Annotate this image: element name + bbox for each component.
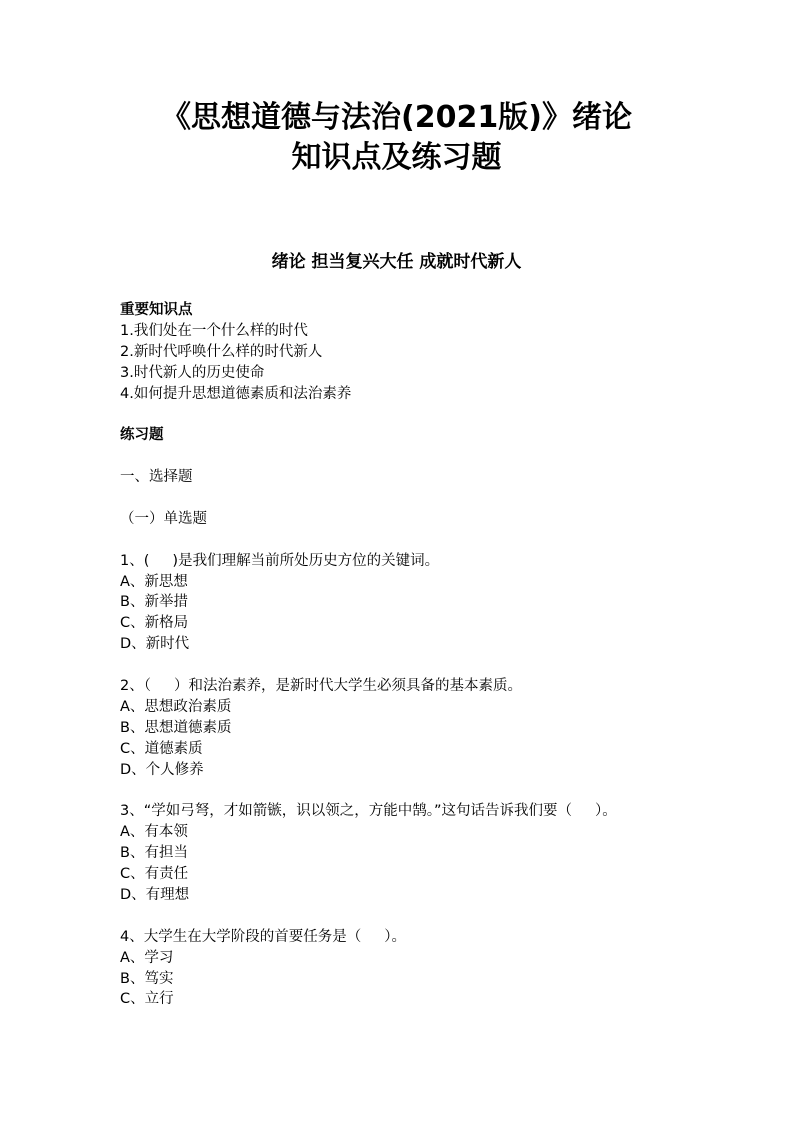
question-text: 3、“学如弓弩，才如箭镞，识以领之，方能中鹄。”这句话告诉我们要（ ）。 <box>120 803 617 820</box>
answer-option: C、立行 <box>120 991 174 1008</box>
answer-option: C、有责任 <box>120 866 189 883</box>
answer-option: B、思想道德素质 <box>120 719 232 736</box>
answer-option: C、新格局 <box>120 615 189 632</box>
answer-option: B、有担当 <box>120 845 188 862</box>
subsection-heading: （一）单选题 <box>120 510 207 527</box>
answer-option: A、新思想 <box>120 573 188 590</box>
question-text: 4、大学生在大学阶段的首要任务是（ ）。 <box>120 928 407 945</box>
chapter-subtitle: 绪论 担当复兴大任 成就时代新人 <box>271 252 522 272</box>
question-text: 1、( )是我们理解当前所处历史方位的关键词。 <box>120 552 440 569</box>
answer-option: B、笃实 <box>120 970 174 987</box>
answer-option: A、思想政治素质 <box>120 698 232 715</box>
document-title-line1: 《思想道德与法治(2021版)》绪论 <box>161 100 632 135</box>
document-body <box>120 300 720 1010</box>
knowledge-item: 3.时代新人的历史使命 <box>120 364 265 381</box>
section-heading: 一、选择题 <box>120 469 193 486</box>
knowledge-item: 4.如何提升思想道德素质和法治素养 <box>120 385 352 402</box>
answer-option: C、道德素质 <box>120 740 203 757</box>
question-item <box>120 676 720 801</box>
question-item <box>120 801 720 926</box>
question-item <box>120 551 720 676</box>
question-item <box>120 927 720 1011</box>
knowledge-heading: 重要知识点 <box>120 302 193 318</box>
answer-option: A、学习 <box>120 949 174 966</box>
answer-option: B、新举措 <box>120 594 188 611</box>
answer-option: D、有理想 <box>120 886 190 903</box>
answer-option: D、个人修养 <box>120 761 204 778</box>
answer-option: D、新时代 <box>120 636 190 653</box>
answer-option: A、有本领 <box>120 824 188 841</box>
question-list <box>120 551 720 1011</box>
question-text: 2、（ ）和法治素养，是新时代大学生必须具备的基本素质。 <box>120 678 523 695</box>
document-title-line2: 知识点及练习题 <box>291 140 502 175</box>
knowledge-item: 1.我们处在一个什么样的时代 <box>120 322 308 339</box>
exercises-heading: 练习题 <box>120 427 164 444</box>
knowledge-item: 2.新时代呼唤什么样的时代新人 <box>120 343 323 360</box>
